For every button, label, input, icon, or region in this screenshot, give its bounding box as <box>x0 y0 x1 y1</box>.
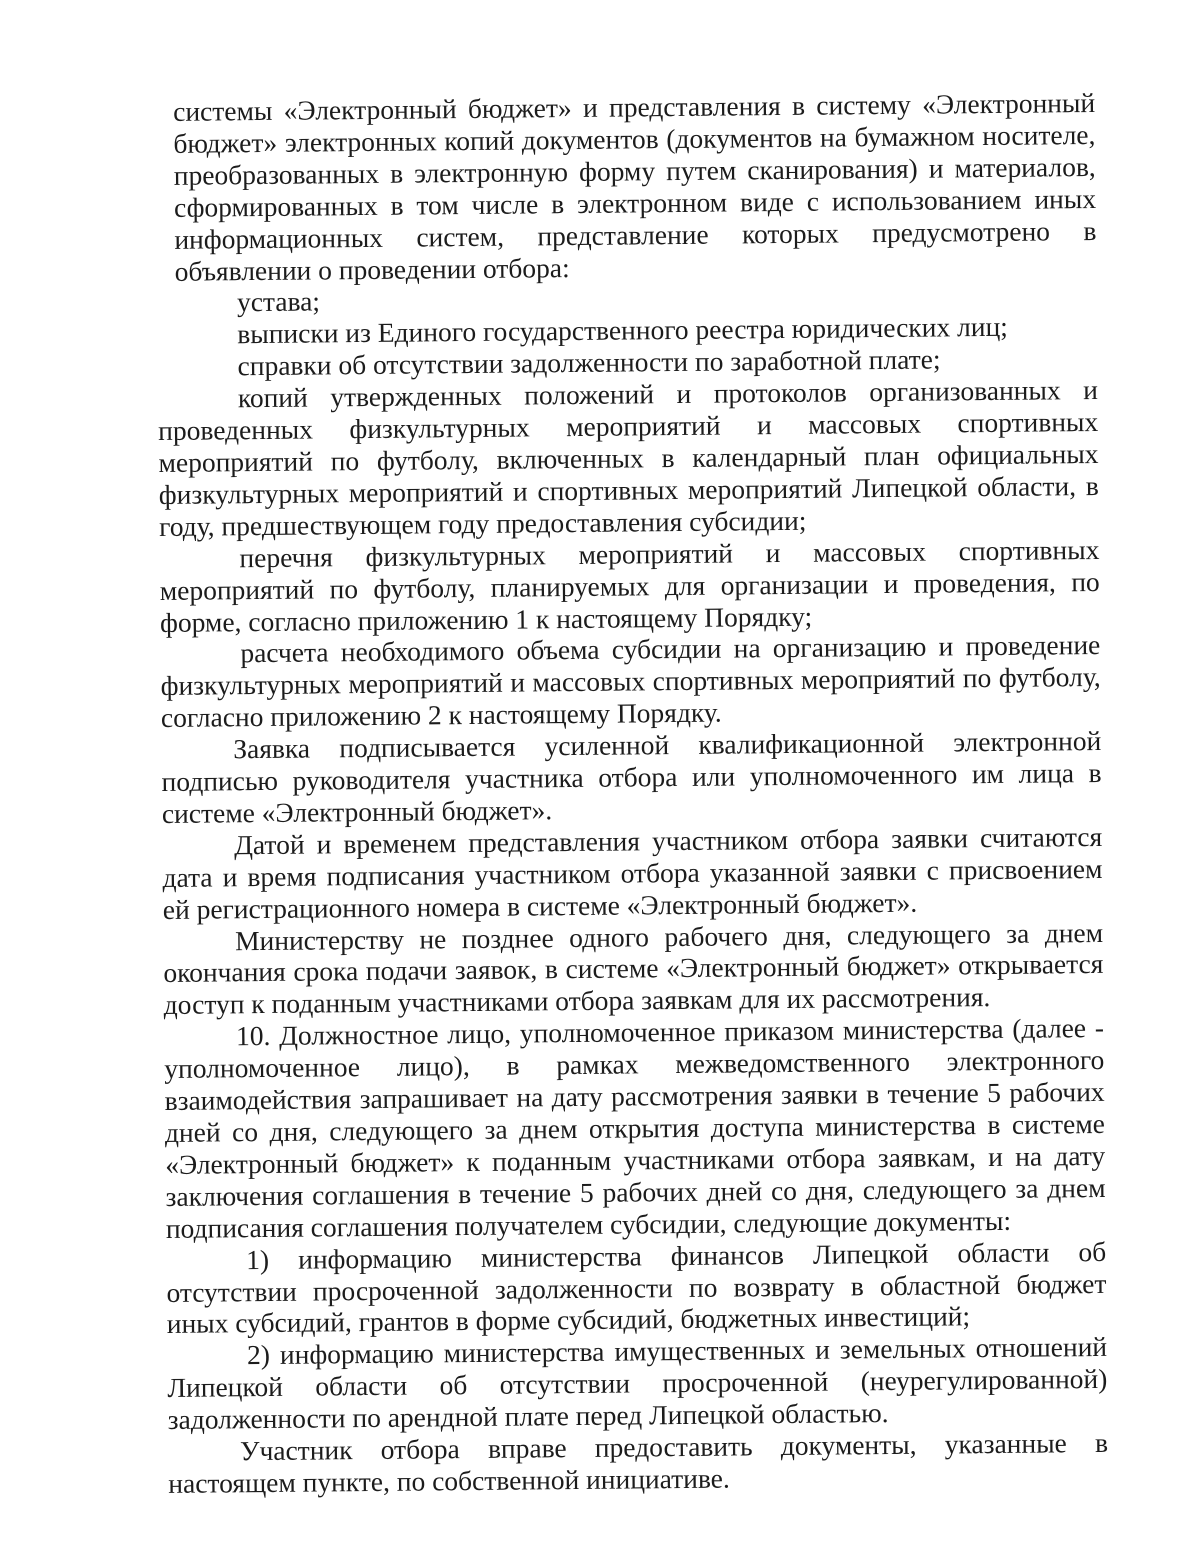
paragraph-section-10: 10. Должностное лицо, уполномоченное приказом министерства (далее - уполномоченное лицо), в рамках межведомственного электронного взаимодействия запрашивает на дату рассмотрения заявки в течение 5 рабочих дней со дня, следующего за днем открытия доступа министерства в системе «Электронный бюджет» к поданным участниками отбора заявкам, и на дату заключения соглашения в течение 5 рабочих дней со дня, следующего за днем подписания соглашения получателем субсидии, следующие документы: <box>164 1012 1106 1244</box>
list-item-finance-info: 1) информацию министерства финансов Липецкой области об отсутствии просроченной задолженности по возврату в областной бюджет иных субсидий, грантов в форме субсидий, бюджетных инвестиций; <box>166 1235 1107 1340</box>
list-item-charter: устава; <box>236 285 321 318</box>
list-item-property-info: 2) информацию министерства имущественных и земельных отношений Липецкой области об отсутствии просроченной (неурегулированной) задолженности по арендной плате перед Липецкой областью. <box>167 1331 1108 1436</box>
list-item-event-copies: копий утвержденных положений и протоколов организованных и проведенных физкультурных мероприятий и массовых спортивных мероприятий по футболу, включенных в календарный план официальных физкультурных мероприятий и спортивных мероприятий Липецкой области, в году, предшествующем году предоставления субсидии; <box>158 374 1099 542</box>
list-item-event-list: перечня физкультурных мероприятий и массовых спортивных мероприятий по футболу, планируемых для организации и проведения, по форме, согласно приложению 1 к настоящему Порядку; <box>159 533 1100 638</box>
list-item-salary-certificate: справки об отсутствии задолженности по заработной плате; <box>237 343 941 382</box>
document-page <box>155 87 1108 1500</box>
paragraph-intro: системы «Электронный бюджет» и представления в систему «Электронный бюджет» электронных копий документов (документов на бумажном носителе, преобразованных в электронную форму путем сканирования) и материалов, сформированных в том числе в электронном виде с использованием иных информационных систем, представление которых предусмотрено в объявлении о проведении отбора: <box>172 86 1097 287</box>
list-item-subsidy-calculation: расчета необходимого объема субсидии на организацию и проведение физкультурных мероприятий и массовых спортивных мероприятий по футболу, согласно приложению 2 к настоящему Порядку. <box>160 629 1101 734</box>
paragraph-own-initiative: Участник отбора вправе предоставить документы, указанные в настоящем пункте, по собственной инициативе. <box>168 1426 1109 1499</box>
paragraph-submission-date: Датой и временем представления участником отбора заявки считаются дата и время подписания участником отбора указанной заявки с присвоением ей регистрационного номера в системе «Электронный бюджет». <box>162 820 1103 925</box>
paragraph-signature: Заявка подписывается усиленной квалификационной электронной подписью руководителя участника отбора или уполномоченного им лица в системе «Электронный бюджет». <box>161 725 1102 829</box>
paragraph-access: Министерству не позднее одного рабочего дня, следующего за днем окончания срока подачи заявок, в системе «Электронный бюджет» открывается доступ к поданным участниками отбора заявкам для их рассмотрения. <box>163 916 1104 1021</box>
list-item-registry-extract: выписки из Единого государственного реестра юридических лиц; <box>237 311 1008 350</box>
